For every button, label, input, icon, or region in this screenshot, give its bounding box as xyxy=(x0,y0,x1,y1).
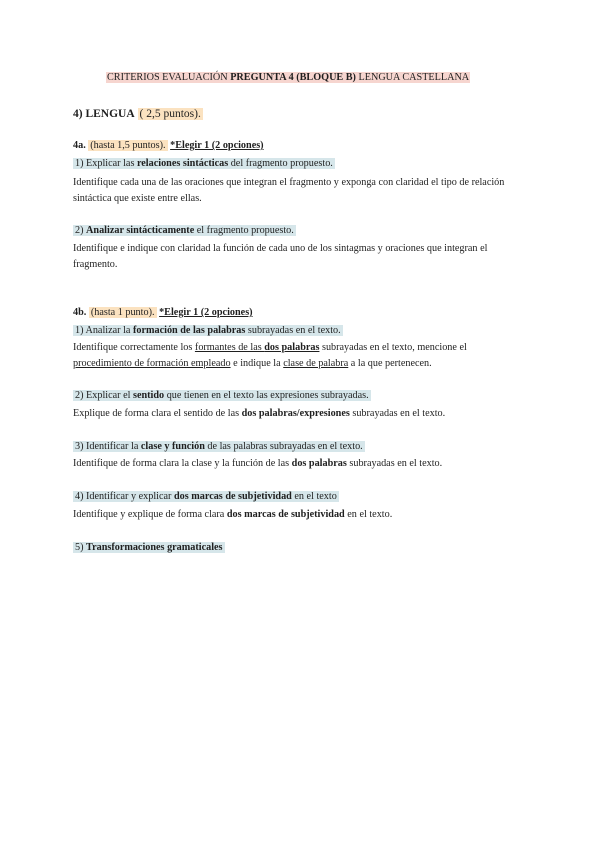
q4b-option-1-desc: Identifique correctamente los formantes de las dos palabras subrayadas en el texto, mencione el xyxy=(73,342,467,353)
document-title: CRITERIOS EVALUACIÓN PREGUNTA 4 (BLOQUE B) LENGUA CASTELLANA xyxy=(107,72,470,83)
q4b-option-2: 2) Explicar el sentido que tienen en el texto las expresiones subrayadas. xyxy=(75,390,369,401)
q4b-option-2-desc: Explique de forma clara el sentido de las dos palabras/expresiones subrayadas en el texto. xyxy=(73,408,446,419)
section-points: ( 2,5 puntos). xyxy=(139,108,201,120)
q4a-option-1-desc: Identifique cada una de las oraciones que integran el fragmento y exponga con claridad el tipo de relación xyxy=(73,177,505,188)
q4b-heading: 4b. (hasta 1 punto). *Elegir 1 (2 opciones) xyxy=(73,307,253,318)
choose-instruction: *Elegir 1 (2 opciones) xyxy=(159,307,253,318)
q4a-heading: 4a. (hasta 1,5 puntos). *Elegir 1 (2 opciones) xyxy=(73,140,264,151)
q4b-option-1-desc-cont: procedimiento de formación empleado e indique la clase de palabra a la que pertenecen. xyxy=(73,358,432,369)
section-heading: 4) LENGUA ( 2,5 puntos). xyxy=(73,108,201,120)
q4b-option-3: 3) Identificar la clase y función de las palabras subrayadas en el texto. xyxy=(75,441,363,452)
q4a-option-2-desc: Identifique e indique con claridad la función de cada uno de los sintagmas y oraciones que integran el xyxy=(73,243,488,254)
choose-instruction: *Elegir 1 (2 opciones) xyxy=(170,140,264,151)
q4b-option-5: 5) Transformaciones gramaticales xyxy=(75,542,223,553)
q4a-option-2-desc-cont: fragmento. xyxy=(73,259,118,270)
q4b-option-4: 4) Identificar y explicar dos marcas de subjetividad en el texto xyxy=(75,491,337,502)
q4a-option-2: 2) Analizar sintácticamente el fragmento propuesto. xyxy=(75,225,294,236)
q4a-option-1: 1) Explicar las relaciones sintácticas del fragmento propuesto. xyxy=(75,158,333,169)
q4a-option-1-desc-cont: sintáctica que existe entre ellas. xyxy=(73,193,202,204)
q4b-option-4-desc: Identifique y explique de forma clara dos marcas de subjetividad en el texto. xyxy=(73,509,393,520)
q4b-option-3-desc: Identifique de forma clara la clase y la función de las dos palabras subrayadas en el texto. xyxy=(73,458,443,469)
q4b-option-1: 1) Analizar la formación de las palabras subrayadas en el texto. xyxy=(75,325,341,336)
